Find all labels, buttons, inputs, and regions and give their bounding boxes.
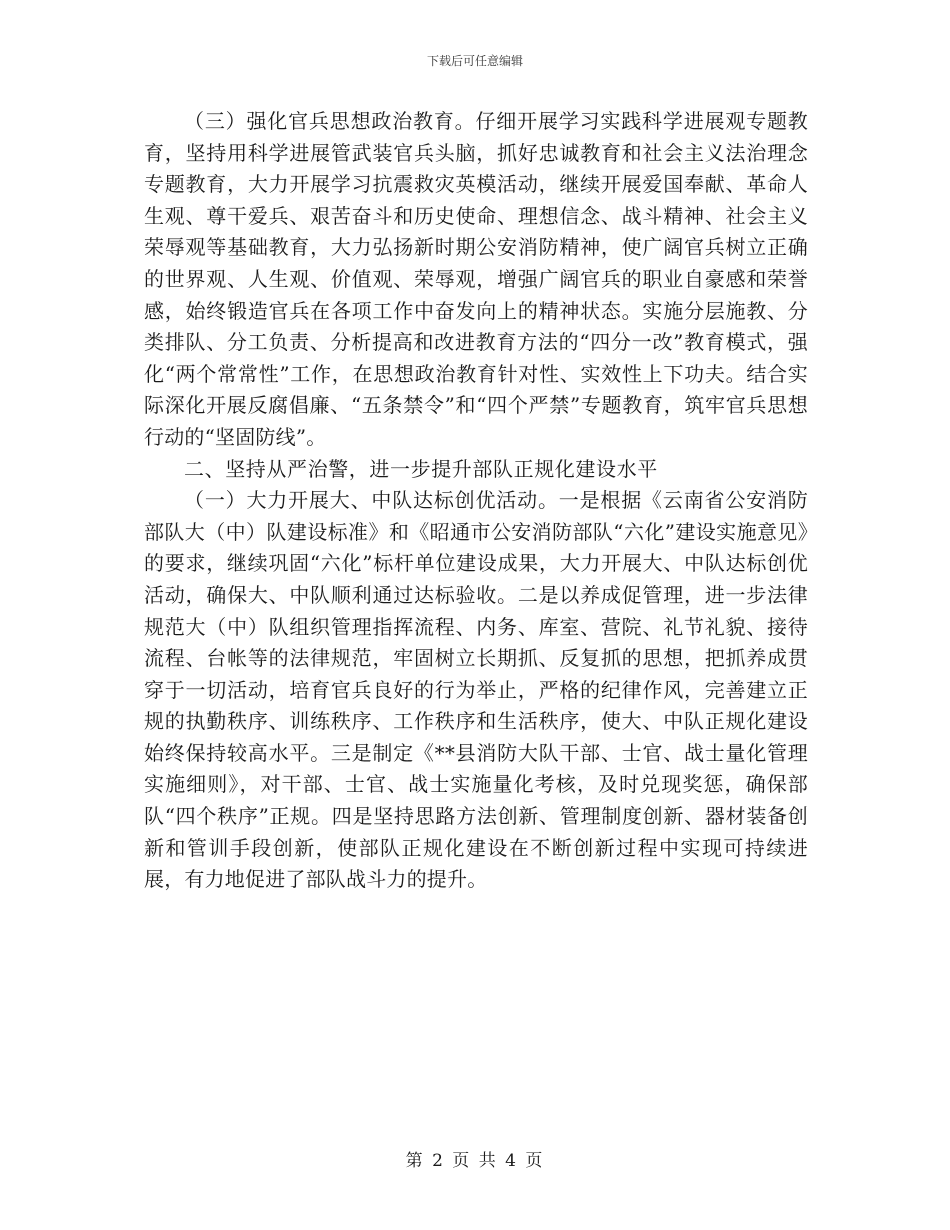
paragraph-ideological-education: （三）强化官兵思想政治教育。仔细开展学习实践科学进展观专题教育，坚持用科学进展管武装官兵头脑，抓好忠诚教育和社会主义法治理念专题教育，大力开展学习抗震救灾英模活动，继续开展爱国奉献、革命人生观、尊干爱兵、艰苦奋斗和历史使命、理想信念、战斗精神、社会主义荣辱观等基础教育，大力弘扬新时期公安消防精神，使广阔官兵树立正确的世界观、人生观、价值观、荣辱观，增强广阔官兵的职业自豪感和荣誉感，始终锻造官兵在各项工作中奋发向上的精神状态。实施分层施教、分类排队、分工负责、分析提高和改进教育方法的“四分一改”教育模式，强化“两个常常性”工作，在思想政治教育针对性、实效性上下功夫。结合实际深化开展反腐倡廉、“五条禁令”和“四个严禁”专题教育，筑牢官兵思想行动的“坚固防线”。 (144, 109, 808, 449)
page-header: 下载后可任意编辑 (426, 54, 523, 68)
paragraph-standards-activity: （一）大力开展大、中队达标创优活动。一是根据《云南省公安消防部队大（中）队建设标准》和《昭通市公安消防部队“六化”建设实施意见》的要求，继续巩固“六化”标杆单位建设成果，大力开展大、中队达标创优活动，确保大、中队顺利通过达标验收。二是以养成促管理，进一步法律规范大（中）队组织管理指挥流程、内务、库室、营院、礼节礼貌、接待流程、台帐等的法律规范，牢固树立长期抓、反复抓的思想，把抓养成贯穿于一切活动，培育官兵良好的行为举止，严格的纪律作风，完善建立正规的执勤秩序、训练秩序、工作秩序和生活秩序，使大、中队正规化建设始终保持较高水平。三是制定《**县消防大队干部、士官、战士量化管理实施细则》，对干部、士官、战士实施量化考核，及时兑现奖惩，确保部队“四个秩序”正规。四是坚持思路方法创新、管理制度创新、器材装备创新和管训手段创新，使部队正规化建设在不断创新过程中实现可持续进展，有力地促进了部队战斗力的提升。 (144, 488, 808, 892)
page-number: 第 2 页 共 4 页 (405, 1151, 545, 1171)
document-body (144, 106, 808, 896)
section-heading: 二、坚持从严治警，进一步提升部队正规化建设水平 (184, 456, 658, 481)
